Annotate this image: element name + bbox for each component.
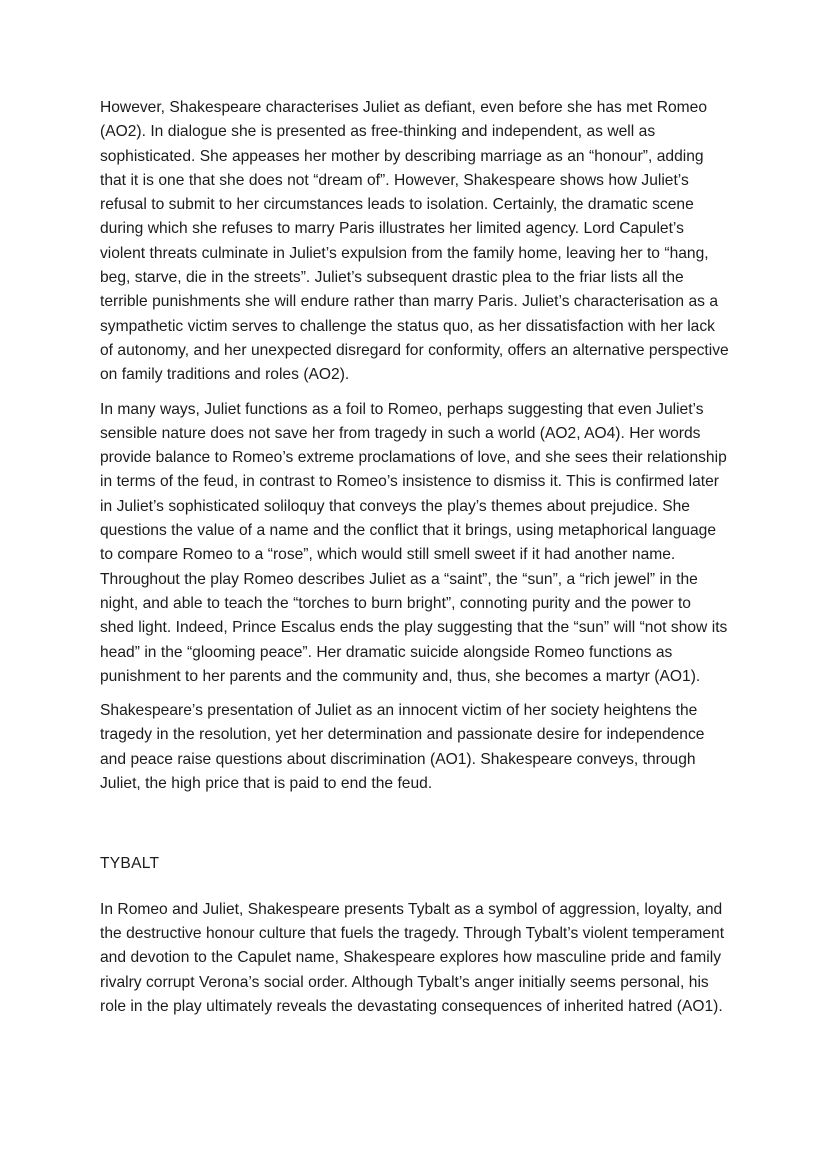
paragraph-juliet-conclusion: Shakespeare’s presentation of Juliet as an innocent victim of her society heightens the tragedy in the resolution, yet her determination and passionate desire for independence and peace raise questions about discrimination (AO1). Shakespeare conveys, through Juliet, the high price that is paid to end the feud.	[100, 702, 705, 793]
paragraph-tybalt-intro: In Romeo and Juliet, Shakespeare presents Tybalt as a symbol of aggression, loyalty, and the destructive honour culture that fuels the tragedy. Through Tybalt’s violent temperament and devotion to the Capulet name, Shakespeare explores how masculine pride and family rivalry corrupt Verona’s social order. Although Tybalt’s anger initially seems personal, his role in the play ultimately reveals the devastating consequences of inherited hatred (AO1).	[100, 900, 725, 1015]
paragraph-juliet-foil-to-romeo: In many ways, Juliet functions as a foil to Romeo, perhaps suggesting that even Juliet’s sensible nature does not save her from tragedy in such a world (AO2, AO4). Her words provide balance to Romeo’s extreme proclamations of love, and she sees their relationship in terms of the feud, in contrast to Romeo’s insistence to dismiss it. This is confirmed later in Juliet’s sophisticated soliloquy that conveys the play’s themes about prejudice. She questions the value of a name and the conflict that it brings, using metaphorical language to compare Romeo to a “rose”, which would still smell sweet if it had another name. Throughout the play Romeo describes Juliet as a “saint”, the “sun”, a “rich jewel” in the night, and able to teach the “torches to burn bright”, connoting purity and the power to shed light. Indeed, Prince Escalus ends the play suggesting that the “sun” will “not show its head” in the “glooming peace”. Her dramatic suicide alongside Romeo functions as punishment to her parents and the community and, thus, she becomes a martyr (AO1).	[100, 400, 728, 685]
document-body	[100, 96, 729, 1019]
section-heading-tybalt: TYBALT	[100, 855, 160, 873]
paragraph-juliet-defiance: However, Shakespeare characterises Juliet as defiant, even before she has met Romeo (AO2). In dialogue she is presented as free-thinking and independent, as well as sophisticated. She appeases her mother by describing marriage as an “honour”, adding that it is one that she does not “dream of”. However, Shakespeare shows how Juliet’s refusal to submit to her circumstances leads to isolation. Certainly, the dramatic scene during which she refuses to marry Paris illustrates her limited agency. Lord Capulet’s violent threats culminate in Juliet’s expulsion from the family home, leaving her to “hang, beg, starve, die in the streets”. Juliet’s subsequent drastic plea to the friar lists all the terrible punishments she will endure rather than marry Paris. Juliet’s characterisation as a sympathetic victim serves to challenge the status quo, as her dissatisfaction with her lack of autonomy, and her unexpected disregard for conformity, offers an alternative perspective on family traditions and roles (AO2).	[100, 99, 729, 384]
heading-spacer	[100, 877, 729, 898]
section-spacer	[100, 806, 729, 852]
